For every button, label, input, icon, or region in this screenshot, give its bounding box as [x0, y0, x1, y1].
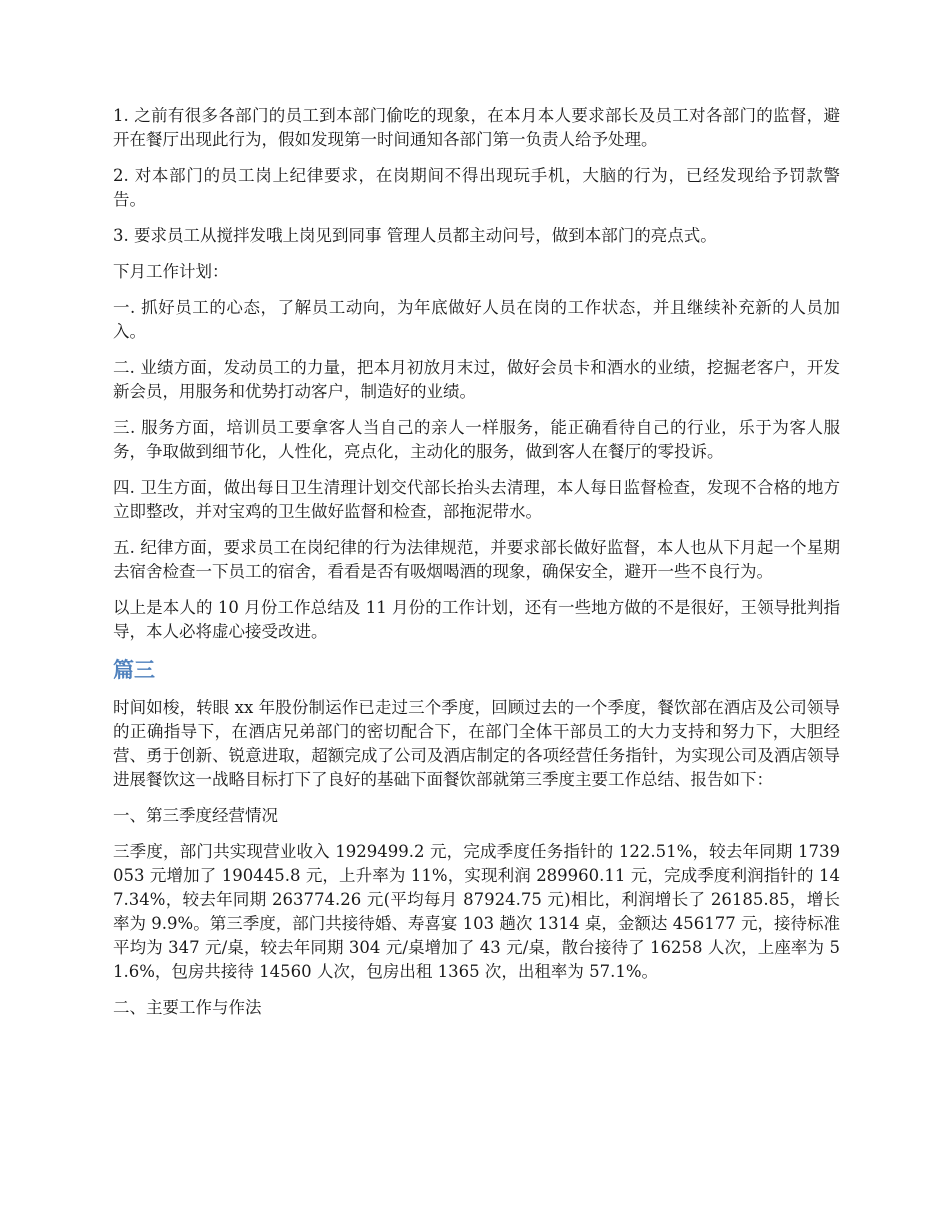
paragraph-closing: 以上是本人的 10 月份工作总结及 11 月份的工作计划，还有一些地方做的不是很好，王领导批判指导，本人必将虚心接受改进。	[113, 598, 840, 641]
paragraph-subheading-2: 二、主要工作与作法	[113, 998, 262, 1017]
paragraph-plan-3: 三. 服务方面，培训员工要拿客人当自己的亲人一样服务，能正确看待自己的行业，乐于为客人服务，争取做到细节化，人性化，亮点化，主动化的服务，做到客人在餐厅的零投诉。	[113, 418, 840, 461]
document-page	[113, 104, 840, 1032]
paragraph-q3-figures: 三季度，部门共实现营业收入 1929499.2 元，完成季度任务指针的 122.51%，较去年同期 1739053 元增加了 190445.8 元，上升率为 11%，实现利润 289960.11 元，完成季度利润指针的 147.34%，较去年同期 263774.26 元(平均每月 87924.75 元)相比，利润增长了 26185.85，增长率为 9.9%。第三季度，部门共接待婚、寿喜宴 103 趟次 1314 桌，金额达 456177 元，接待标准平均为 347 元/桌，较去年同期 304 元/桌增加了 43 元/桌，散台接待了 16258 人次，上座率为 51.6%，包房共接待 14560 人次，包房出租 1365 次，出租率为 57.1%。	[113, 842, 840, 981]
paragraph-plan-5: 五. 纪律方面，要求员工在岗纪律的行为法律规范，并要求部长做好监督，本人也从下月起一个星期去宿舍检查一下员工的宿舍，看看是否有吸烟喝酒的现象，确保安全，避开一些不良行为。	[113, 538, 840, 581]
paragraph-intro: 时间如梭，转眼 xx 年股份制运作已走过三个季度，回顾过去的一个季度，餐饮部在酒店及公司领导的正确指导下，在酒店兄弟部门的密切配合下，在部门全体干部员工的大力支持和努力下，大胆经营、勇于创新、锐意进取，超额完成了公司及酒店制定的各项经营任务指针，为实现公司及酒店领导进展餐饮这一战略目标打下了良好的基础下面餐饮部就第三季度主要工作总结、报告如下：	[113, 698, 840, 789]
paragraph-subheading-1: 一、第三季度经营情况	[113, 806, 278, 825]
paragraph-plan-1: 一. 抓好员工的心态，了解员工动向，为年底做好人员在岗的工作状态，并且继续补充新的人员加入。	[113, 298, 840, 341]
paragraph-rule-2: 2. 对本部门的员工岗上纪律要求，在岗期间不得出现玩手机，大脑的行为，已经发现给予罚款警告。	[113, 166, 840, 209]
section-heading: 篇三	[113, 658, 155, 682]
paragraph-plan-2: 二. 业绩方面，发动员工的力量，把本月初放月末过，做好会员卡和酒水的业绩，挖掘老客户，开发新会员，用服务和优势打动客户，制造好的业绩。	[113, 358, 840, 401]
paragraph-next-month-plan-label: 下月工作计划：	[113, 262, 229, 281]
paragraph-rule-1: 1. 之前有很多各部门的员工到本部门偷吃的现象，在本月本人要求部长及员工对各部门的监督，避开在餐厅出现此行为，假如发现第一时间通知各部门第一负责人给予处理。	[113, 106, 840, 149]
paragraph-plan-4: 四. 卫生方面，做出每日卫生清理计划交代部长抬头去清理，本人每日监督检查，发现不合格的地方立即整改，并对宝鸡的卫生做好监督和检查，部拖泥带水。	[113, 478, 840, 521]
paragraph-rule-3: 3. 要求员工从搅拌发哦上岗见到同事 管理人员都主动问号，做到本部门的亮点式。	[113, 226, 717, 245]
